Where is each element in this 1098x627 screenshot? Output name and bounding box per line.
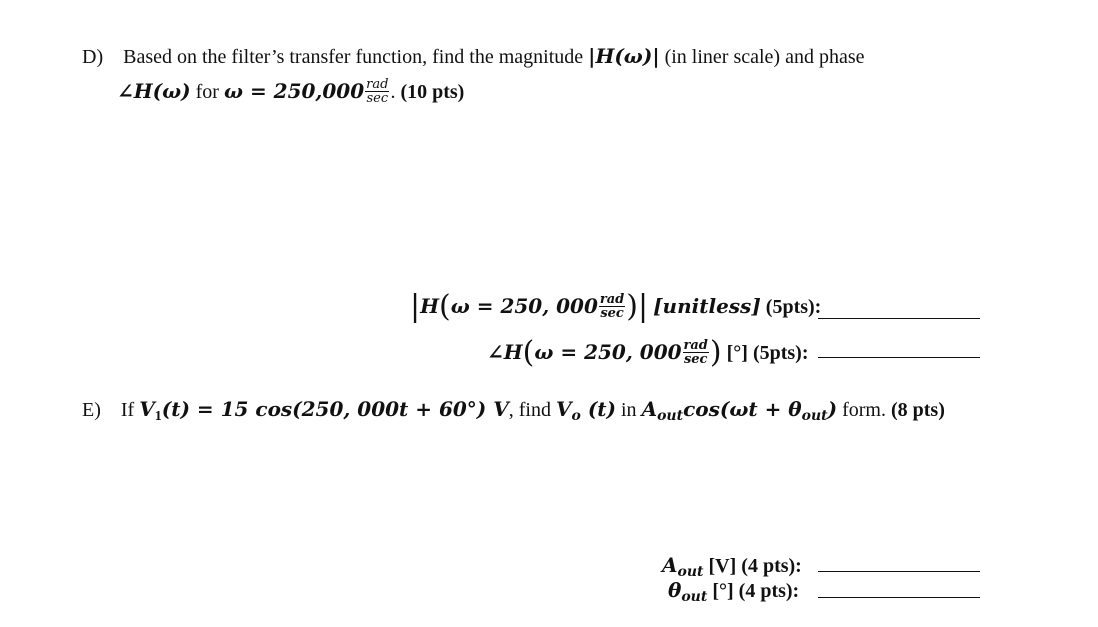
degree-unit: [°] bbox=[721, 342, 748, 364]
answer-thetaout-label bbox=[668, 578, 799, 603]
angle-h-symbol: ∠H bbox=[487, 340, 523, 364]
answer-phase-label: ∠H(ω = 250, 000 $\frac{\text{rad}}{\sec}$ ) [°] (5pts): bbox=[487, 335, 809, 370]
answer-aout-blank[interactable] bbox=[818, 571, 980, 572]
rad-per-sec-fraction: $\frac{\text{rad}}{\sec}$ bbox=[366, 76, 389, 106]
vo-subscript: o bbox=[571, 408, 581, 424]
unit-label: [unitless] bbox=[653, 294, 761, 318]
question-d-tail: (in liner scale) and phase bbox=[659, 46, 865, 68]
question-d-line-2 bbox=[117, 76, 465, 107]
vo-t: (t) bbox=[580, 397, 616, 421]
phase-expression: ∠H(ω) bbox=[117, 79, 191, 103]
a-subscript: out bbox=[657, 408, 684, 424]
points-label: (4 pts): bbox=[733, 580, 800, 602]
rad-per-sec-fraction: $\frac{\text{rad}}{\sec}$ bbox=[599, 291, 625, 321]
aout-subscript: out bbox=[677, 564, 704, 580]
answer-magnitude-blank[interactable] bbox=[818, 318, 980, 319]
magnitude-expression: |H(ω)| bbox=[588, 44, 660, 68]
thetaout-subscript: out bbox=[681, 589, 708, 605]
volt-unit: [V] bbox=[703, 555, 737, 577]
form-text: form. bbox=[837, 399, 886, 421]
find-text: , find bbox=[508, 399, 556, 421]
question-d-text: Based on the filter’s transfer function, find the magnitude bbox=[123, 46, 589, 68]
rad-per-sec-fraction: $\frac{\text{rad}}{\sec}$ bbox=[683, 337, 708, 367]
theta-subscript: out bbox=[801, 408, 828, 424]
v1-expression: (t) = 15 cos(250, 000t + 60°) V bbox=[161, 397, 509, 421]
question-e-points: (8 pts) bbox=[885, 399, 945, 421]
omega-value: ω = 250, 000 bbox=[534, 340, 682, 364]
v1-subscript: 1 bbox=[154, 409, 162, 424]
question-d-points: (10 pts) bbox=[400, 81, 465, 103]
close-paren: ) bbox=[827, 397, 838, 421]
points-label: (5pts): bbox=[747, 342, 809, 364]
question-d-line-1 bbox=[82, 44, 865, 69]
h-symbol: H bbox=[420, 294, 440, 318]
answer-aout-label bbox=[662, 553, 802, 578]
thetaout-symbol: θ bbox=[668, 578, 682, 602]
degree-unit: [°] bbox=[707, 580, 734, 602]
cos-expression: cos(ωt + θ bbox=[683, 397, 802, 421]
question-d-for: for bbox=[190, 81, 224, 103]
question-d-label: D) bbox=[82, 46, 104, 68]
answer-phase-blank[interactable] bbox=[818, 357, 980, 358]
answer-magnitude-label: |H(ω = 250, 000 $\frac{\text{rad}}{\sec}$ )| [unitless] (5pts): bbox=[410, 289, 822, 324]
omega-value: ω = 250,000 bbox=[223, 79, 365, 103]
vo-symbol: V bbox=[555, 397, 572, 421]
answer-thetaout-blank[interactable] bbox=[818, 597, 980, 598]
points-label: (4 pts): bbox=[736, 555, 802, 577]
in-text: in bbox=[616, 399, 642, 421]
question-e-label: E) bbox=[82, 399, 101, 421]
aout-symbol: A bbox=[662, 553, 678, 577]
question-e-line bbox=[82, 397, 945, 422]
period: . bbox=[390, 81, 396, 103]
a-symbol: A bbox=[641, 397, 658, 421]
v1-symbol: V bbox=[139, 397, 155, 421]
omega-value: ω = 250, 000 bbox=[450, 294, 598, 318]
if-text: If bbox=[120, 399, 140, 421]
points-label: (5pts): bbox=[760, 296, 822, 318]
